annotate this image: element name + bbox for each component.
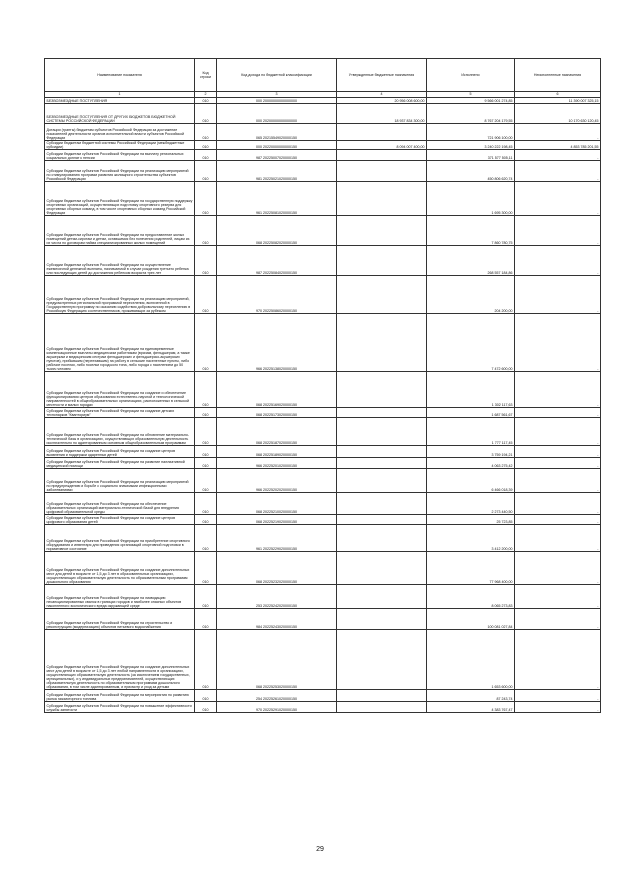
row-approved bbox=[337, 150, 427, 161]
row-line-code: 010 bbox=[195, 418, 217, 446]
row-unexecuted: - bbox=[515, 408, 601, 418]
row-income-code: 068 20225169020000150 bbox=[217, 372, 337, 408]
table-row bbox=[45, 525, 601, 552]
row-approved bbox=[337, 515, 427, 525]
row-executed: 87 243,74 bbox=[427, 690, 515, 702]
row-income-code: 000 20200000000000000 bbox=[217, 104, 337, 124]
row-executed: 77 968 400,00 bbox=[427, 552, 515, 585]
table-row bbox=[45, 552, 601, 585]
row-line-code: 010 bbox=[195, 525, 217, 552]
row-unexecuted: 10 170 630 120,45 bbox=[515, 104, 601, 124]
table-row bbox=[45, 182, 601, 216]
row-indicator-name: Субсидии бюджетам субъектов Российской Федерации на создание и обеспечение функционирования центров образования естественно-научной и технологической направленностей в общеобразовательных организациях, расположенных в сельской местности и малых городах bbox=[45, 372, 195, 408]
table-row bbox=[45, 585, 601, 609]
row-indicator-name: Субсидии бюджетам субъектов Российской Федерации на мероприятия по развитию рынка газомоторного топлива bbox=[45, 690, 195, 702]
row-executed: 8 767 204 179,55 bbox=[427, 104, 515, 124]
row-approved bbox=[337, 525, 427, 552]
row-line-code: 010 bbox=[195, 552, 217, 585]
header-indicator-name: Наименование показателя bbox=[45, 59, 195, 92]
row-approved: 18 937 834 300,00 bbox=[337, 104, 427, 124]
row-executed: 1 777 117,45 bbox=[427, 418, 515, 446]
row-line-code: 010 bbox=[195, 515, 217, 525]
row-unexecuted: - bbox=[515, 276, 601, 314]
income-report-table bbox=[44, 58, 601, 713]
row-executed: 100 081 027,84 bbox=[427, 609, 515, 630]
row-unexecuted: - bbox=[515, 161, 601, 182]
row-indicator-name: Субсидии бюджетам субъектов Российской Федерации на государственную поддержку спортивных организаций, осуществляющих подготовку спортивного резерва для спортивных сборных команд, в том числе спортивных сборных команд Российской Федерации bbox=[45, 182, 195, 216]
row-line-code: 010 bbox=[195, 246, 217, 276]
row-executed: 8 065 273,83 bbox=[427, 585, 515, 609]
row-unexecuted: - bbox=[515, 446, 601, 458]
row-unexecuted: - bbox=[515, 515, 601, 525]
row-approved bbox=[337, 469, 427, 493]
row-indicator-name: Субсидии бюджетам субъектов Российской Федерации на обеспечение образовательных организаций материально-технической базой для внедрения цифровой образовательной среды bbox=[45, 493, 195, 515]
row-line-code: 010 bbox=[195, 408, 217, 418]
row-approved bbox=[337, 609, 427, 630]
row-executed: 3 759 194,21 bbox=[427, 446, 515, 458]
row-income-code: 000 20000000000000000 bbox=[217, 98, 337, 104]
column-number: 2 bbox=[195, 92, 217, 98]
table-row bbox=[45, 150, 601, 161]
row-indicator-name: Субсидии бюджетам субъектов Российской Федерации на предоставление жилых помещений детям-сиротам и детям, оставшимся без попечения родителей, лицам из их числа по договорам найма специализированных жилых помещений bbox=[45, 216, 195, 246]
row-line-code: 010 bbox=[195, 98, 217, 104]
table-row bbox=[45, 276, 601, 314]
row-line-code: 010 bbox=[195, 630, 217, 690]
row-approved bbox=[337, 372, 427, 408]
row-indicator-name: Субсидии бюджетам субъектов Российской Федерации на ликвидацию несанкционированных свалок в границах городов и наиболее опасных объектов накопленного экологического вреда окружающей среде bbox=[45, 585, 195, 609]
table-row bbox=[45, 458, 601, 469]
row-unexecuted: - bbox=[515, 182, 601, 216]
row-income-code: 253 20225242020000150 bbox=[217, 585, 337, 609]
row-income-code: 065 20215549020000150 bbox=[217, 124, 337, 141]
table-row bbox=[45, 408, 601, 418]
row-line-code: 010 bbox=[195, 124, 217, 141]
row-indicator-name: БЕЗВОЗМЕЗДНЫЕ ПОСТУПЛЕНИЯ ОТ ДРУГИХ БЮДЖЕТОВ БЮДЖЕТНОЙ СИСТЕМЫ РОССИЙСКОЙ ФЕДЕРАЦИИ bbox=[45, 104, 195, 124]
row-unexecuted: - bbox=[515, 216, 601, 246]
row-income-code: 981 20225021020000150 bbox=[217, 161, 337, 182]
row-executed: 3 412 200,00 bbox=[427, 525, 515, 552]
row-unexecuted: - bbox=[515, 609, 601, 630]
row-income-code: 970 20225291020000150 bbox=[217, 702, 337, 713]
row-line-code: 010 bbox=[195, 469, 217, 493]
row-indicator-name: Субсидии бюджетам субъектов Российской Федерации на создание центров выявления и поддержки одаренных детей bbox=[45, 446, 195, 458]
page-number: 29 bbox=[316, 846, 324, 853]
table-row bbox=[45, 141, 601, 150]
row-indicator-name: Субсидии бюджетам субъектов Российской Федерации на реализацию мероприятий, предусмотренных региональной программой переселения, включенной в Государственную программу по оказанию содействия добровольному переселению в Российскую Федерацию соотечественников, проживающих за рубежом bbox=[45, 276, 195, 314]
row-income-code: 254 20225261020000150 bbox=[217, 690, 337, 702]
table-row bbox=[45, 246, 601, 276]
row-line-code: 010 bbox=[195, 314, 217, 372]
table-row bbox=[45, 418, 601, 446]
row-line-code: 010 bbox=[195, 150, 217, 161]
row-approved bbox=[337, 418, 427, 446]
row-indicator-name: Субсидии бюджетам субъектов Российской Федерации на создание дополнительных мест для детей в возрасте от 1,5 до 3 лет любой направленности в организациях, осуществляющих образовательную деятельность (за исключением государственных, муниципальных), и у индивидуальных предпринимателей, осуществляющих образовательную деятельность по образовательным программам дошкольного образования, в том числе адаптированным, и присмотр и уход за детьми bbox=[45, 630, 195, 690]
column-number: 6 bbox=[515, 92, 601, 98]
row-executed: 371 577 505,11 bbox=[427, 150, 515, 161]
row-approved: 8 094 007 400,00 bbox=[337, 141, 427, 150]
row-approved bbox=[337, 314, 427, 372]
row-approved bbox=[337, 216, 427, 246]
row-approved bbox=[337, 630, 427, 690]
row-approved bbox=[337, 458, 427, 469]
row-unexecuted: - bbox=[515, 372, 601, 408]
row-line-code: 010 bbox=[195, 276, 217, 314]
header-unexecuted: Неисполненные назначения bbox=[515, 59, 601, 92]
row-unexecuted: - bbox=[515, 690, 601, 702]
row-unexecuted: - bbox=[515, 150, 601, 161]
table-row bbox=[45, 104, 601, 124]
row-approved bbox=[337, 585, 427, 609]
row-unexecuted: - bbox=[515, 552, 601, 585]
table-row bbox=[45, 609, 601, 630]
row-indicator-name: Субсидии бюджетам субъектов Российской Федерации на реализацию мероприятий по предупреждению и борьбе с социально значимыми инфекционными заболеваниями bbox=[45, 469, 195, 493]
row-unexecuted: - bbox=[515, 630, 601, 690]
row-indicator-name: Субсидии бюджетам субъектов Российской Федерации на осуществление ежемесячной денежной выплаты, назначаемой в случае рождения третьего ребенка или последующих детей до достижения ребенком возраста трех лет bbox=[45, 246, 195, 276]
row-unexecuted: - bbox=[515, 246, 601, 276]
row-income-code: 987 20225084020000150 bbox=[217, 246, 337, 276]
table-row bbox=[45, 690, 601, 702]
row-approved bbox=[337, 702, 427, 713]
row-executed: 7 472 600,00 bbox=[427, 314, 515, 372]
row-line-code: 010 bbox=[195, 585, 217, 609]
table-body bbox=[45, 98, 601, 713]
header-line-code: Код строки bbox=[195, 59, 217, 92]
column-number: 3 bbox=[217, 92, 337, 98]
row-unexecuted: - bbox=[515, 124, 601, 141]
row-executed: 3 240 222 198,45 bbox=[427, 141, 515, 150]
row-income-code: 961 20225229020000150 bbox=[217, 525, 337, 552]
row-income-code: 068 20225219020000150 bbox=[217, 515, 337, 525]
row-income-code: 984 20225243020000150 bbox=[217, 609, 337, 630]
row-executed: 4 063 275,42 bbox=[427, 458, 515, 469]
row-indicator-name: Субсидии бюджетам субъектов Российской Федерации на реализацию мероприятий по стимулированию программ развития жилищного строительства субъектов Российской Федерации bbox=[45, 161, 195, 182]
column-number: 5 bbox=[427, 92, 515, 98]
row-executed: 450 806 620,74 bbox=[427, 161, 515, 182]
table-row bbox=[45, 469, 601, 493]
row-unexecuted: - bbox=[515, 469, 601, 493]
row-line-code: 010 bbox=[195, 493, 217, 515]
row-income-code: 961 20225081020000150 bbox=[217, 182, 337, 216]
row-unexecuted: 4 853 785 201,55 bbox=[515, 141, 601, 150]
row-indicator-name: Субсидии бюджетам бюджетной системы Российской Федерации (межбюджетные субсидии) bbox=[45, 141, 195, 150]
row-income-code: 970 20225086020000150 bbox=[217, 276, 337, 314]
row-line-code: 010 bbox=[195, 690, 217, 702]
row-approved bbox=[337, 552, 427, 585]
row-unexecuted: - bbox=[515, 314, 601, 372]
row-approved: 20 956 008 600,00 bbox=[337, 98, 427, 104]
row-income-code: 068 20225232020000150 bbox=[217, 552, 337, 585]
row-indicator-name: Субсидии бюджетам субъектов Российской Федерации на выплату региональных социальных доплат к пенсии bbox=[45, 150, 195, 161]
row-income-code: 068 20225253020000150 bbox=[217, 630, 337, 690]
table-row bbox=[45, 314, 601, 372]
row-approved bbox=[337, 124, 427, 141]
row-executed: 721 906 100,00 bbox=[427, 124, 515, 141]
row-line-code: 010 bbox=[195, 609, 217, 630]
row-line-code: 010 bbox=[195, 702, 217, 713]
row-line-code: 010 bbox=[195, 446, 217, 458]
table-row bbox=[45, 493, 601, 515]
row-approved bbox=[337, 246, 427, 276]
table-row bbox=[45, 630, 601, 690]
row-approved bbox=[337, 161, 427, 182]
row-executed: 2 273 440,50 bbox=[427, 493, 515, 515]
table-header-row bbox=[45, 59, 601, 92]
row-executed: 1 687 561,67 bbox=[427, 408, 515, 418]
row-approved bbox=[337, 182, 427, 216]
row-indicator-name: БЕЗВОЗМЕЗДНЫЕ ПОСТУПЛЕНИЯ bbox=[45, 98, 195, 104]
row-indicator-name: Субсидии бюджетам субъектов Российской Федерации на единовременные компенсационные выплаты медицинским работникам (врачам, фельдшерам, а также акушеркам и медицинским сестрам фельдшерских и фельдшерско-акушерских пунктов), прибывшим (переехавшим) на работу в сельские населенные пункты, либо рабочие поселки, либо поселки городского типа, либо города с населением до 50 тысяч человек bbox=[45, 314, 195, 372]
row-income-code: 987 20225007020000150 bbox=[217, 150, 337, 161]
row-unexecuted: - bbox=[515, 585, 601, 609]
row-indicator-name: Субсидии бюджетам субъектов Российской Федерации на повышение эффективности службы занятости bbox=[45, 702, 195, 713]
table-row bbox=[45, 216, 601, 246]
table-row bbox=[45, 702, 601, 713]
row-executed: 7 860 780,75 bbox=[427, 216, 515, 246]
row-executed: 4 383 767,47 bbox=[427, 702, 515, 713]
row-executed: 204 200,00 bbox=[427, 276, 515, 314]
row-line-code: 010 bbox=[195, 141, 217, 150]
table-row bbox=[45, 372, 601, 408]
row-approved bbox=[337, 408, 427, 418]
row-indicator-name: Субсидии бюджетам субъектов Российской Федерации на создание детских технопарков "Кванториум" bbox=[45, 408, 195, 418]
row-income-code: 966 20225201020000150 bbox=[217, 458, 337, 469]
row-line-code: 010 bbox=[195, 372, 217, 408]
row-indicator-name: Дотации (гранты) бюджетам субъектов Российской Федерации за достижение показателей деятельности органов исполнительной власти субъектов Российской Федерации bbox=[45, 124, 195, 141]
row-line-code: 010 bbox=[195, 216, 217, 246]
row-unexecuted: - bbox=[515, 458, 601, 469]
row-executed: 6 466 018,39 bbox=[427, 469, 515, 493]
row-indicator-name: Субсидии бюджетам субъектов Российской Федерации на развитие паллиативной медицинской помощи bbox=[45, 458, 195, 469]
row-indicator-name: Субсидии бюджетам субъектов Российской Федерации на создание центров цифрового образования детей bbox=[45, 515, 195, 525]
row-executed: 1 302 117,63 bbox=[427, 372, 515, 408]
row-indicator-name: Субсидии бюджетам субъектов Российской Федерации на обновление материально-технической базы в организациях, осуществляющих образовательную деятельность исключительно по адаптированным основным общеобразовательным программам bbox=[45, 418, 195, 446]
row-executed: 25 723,85 bbox=[427, 515, 515, 525]
row-income-code: 966 20225202020000150 bbox=[217, 469, 337, 493]
table-row bbox=[45, 161, 601, 182]
column-number: 4 bbox=[337, 92, 427, 98]
row-executed: 268 557 184,86 bbox=[427, 246, 515, 276]
row-unexecuted: 11 390 007 325,15 bbox=[515, 98, 601, 104]
table-row bbox=[45, 124, 601, 141]
table-row bbox=[45, 446, 601, 458]
row-approved bbox=[337, 276, 427, 314]
row-approved bbox=[337, 690, 427, 702]
row-approved bbox=[337, 493, 427, 515]
row-unexecuted: - bbox=[515, 702, 601, 713]
row-income-code: 000 20220000000000150 bbox=[217, 141, 337, 150]
row-executed: 1 653 600,00 bbox=[427, 630, 515, 690]
row-line-code: 010 bbox=[195, 161, 217, 182]
row-unexecuted: - bbox=[515, 418, 601, 446]
row-executed: 1 695 300,00 bbox=[427, 182, 515, 216]
row-unexecuted: - bbox=[515, 525, 601, 552]
header-approved: Утвержденные бюджетные назначения bbox=[337, 59, 427, 92]
row-indicator-name: Субсидии бюджетам субъектов Российской Федерации на строительство и реконструкцию (модернизацию) объектов питьевого водоснабжения bbox=[45, 609, 195, 630]
row-executed: 9 566 001 274,85 bbox=[427, 98, 515, 104]
row-indicator-name: Субсидии бюджетам субъектов Российской Федерации на создание дополнительных мест для детей в возрасте от 1,5 до 3 лет в образовательных организациях, осуществляющих образовательную деятельность по образовательным программам дошкольного образования bbox=[45, 552, 195, 585]
row-income-code: 966 20225138020000150 bbox=[217, 314, 337, 372]
header-executed: Исполнено bbox=[427, 59, 515, 92]
row-income-code: 068 20225173020000150 bbox=[217, 408, 337, 418]
row-income-code: 068 20225189020000150 bbox=[217, 446, 337, 458]
row-approved bbox=[337, 446, 427, 458]
row-line-code: 010 bbox=[195, 182, 217, 216]
row-income-code: 068 20225187020000150 bbox=[217, 418, 337, 446]
table-row bbox=[45, 515, 601, 525]
row-line-code: 010 bbox=[195, 104, 217, 124]
row-unexecuted: - bbox=[515, 493, 601, 515]
header-income-code: Код дохода по бюджетной классификации bbox=[217, 59, 337, 92]
row-indicator-name: Субсидии бюджетам субъектов Российской Федерации на приобретение спортивного оборудования и инвентаря для приведения организаций спортивной подготовки в нормативное состояние bbox=[45, 525, 195, 552]
row-line-code: 010 bbox=[195, 458, 217, 469]
column-number: 1 bbox=[45, 92, 195, 98]
row-income-code: 068 20225210020000150 bbox=[217, 493, 337, 515]
row-income-code: 068 20225082020000150 bbox=[217, 216, 337, 246]
